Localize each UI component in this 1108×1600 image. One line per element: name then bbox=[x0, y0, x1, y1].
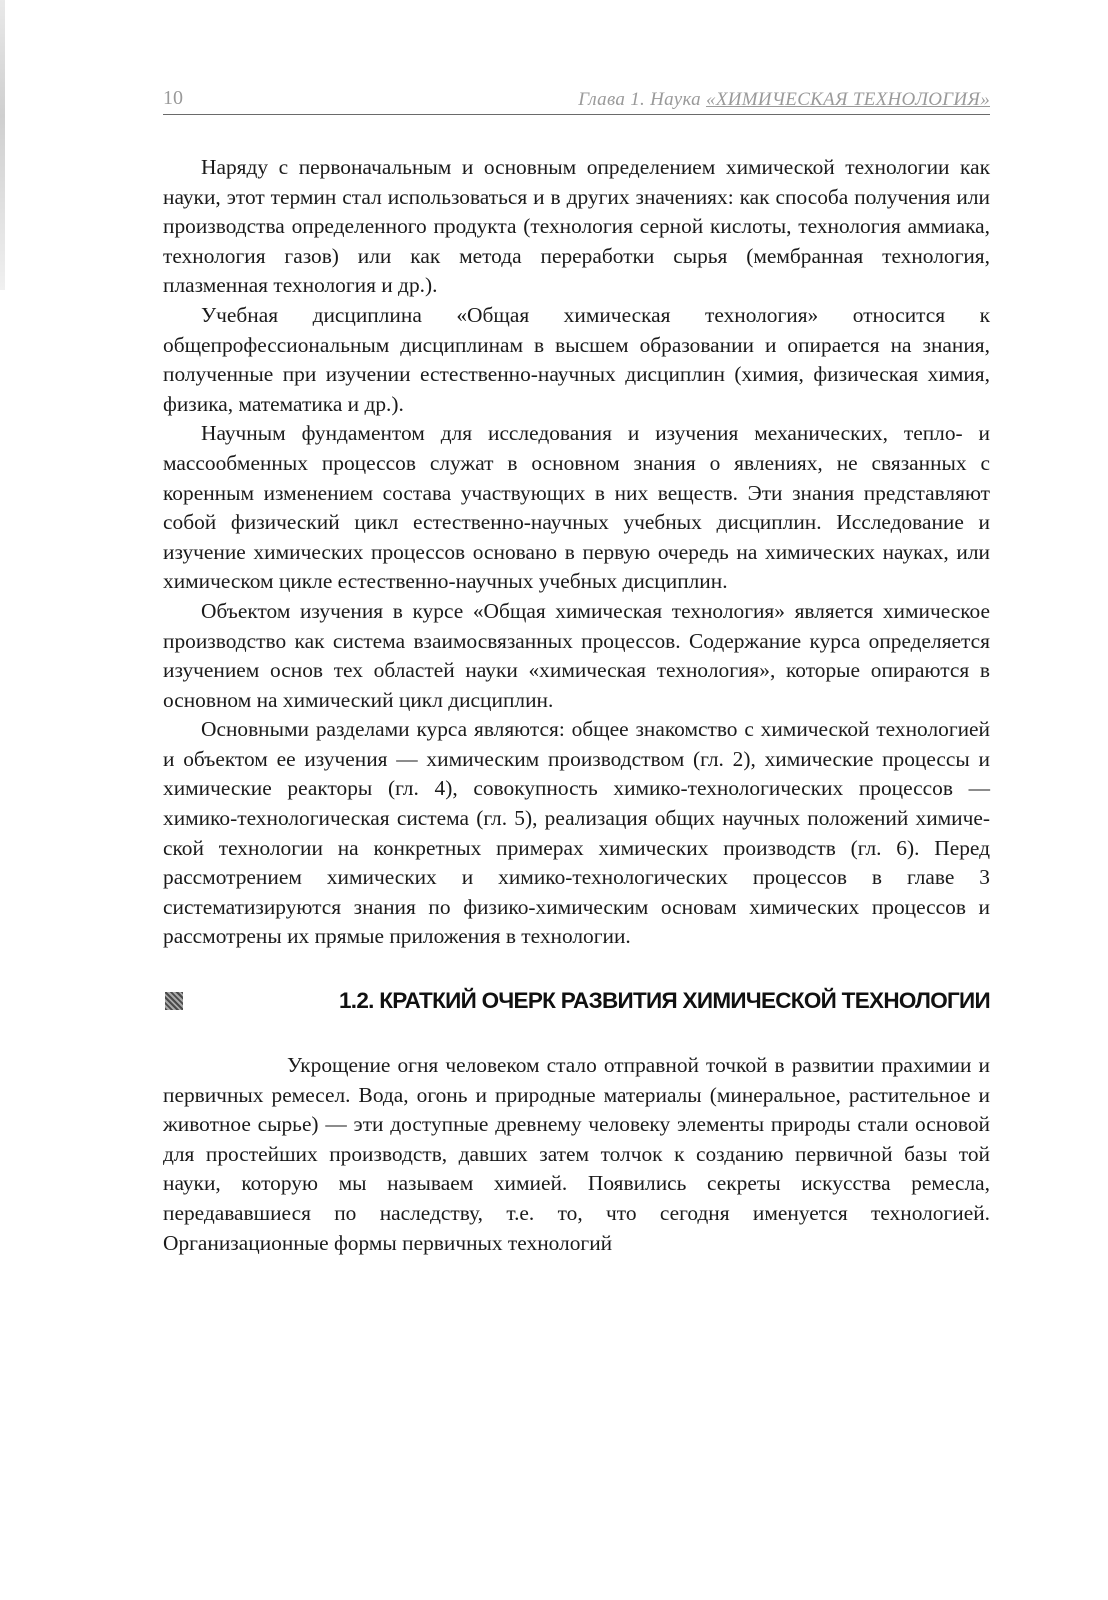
paragraph-1: Наряду с первоначальным и основным определением химической технологии как науки, этот термин стал использоваться и в других значениях: как способа получения или производства определенного продукта (технология серной кислоты, технология аммиака, технология газов) или как метода переработки сырья (мембранная технология, плазменная технология и др.). bbox=[163, 155, 990, 298]
page-number: 10 bbox=[163, 87, 183, 109]
book-page bbox=[163, 84, 990, 1258]
running-head-chapter: Глава 1. Наука bbox=[578, 89, 701, 110]
section-heading bbox=[163, 986, 990, 1016]
paragraph-3: Научным фундаментом для исследования и изучения механических, тепло- и массообменных процессов служат в основном знания о явлениях, не связанных с коренным изменением состава участвующих в них веществ. Эти знания представляют собой физический цикл естественно-научных учебных дисциплин. Исследование и изучение химических процессов основано в первую очередь на химических науках, или химическом цикле естественно-научных учебных дисциплин. bbox=[163, 421, 990, 594]
section-title: 1.2. КРАТКИЙ ОЧЕРК РАЗВИТИЯ ХИМИЧЕСКОЙ ТЕХНОЛОГИИ bbox=[338, 988, 990, 1014]
scan-spine-edge bbox=[0, 0, 5, 290]
body-text bbox=[163, 153, 990, 1258]
running-head-caps: «ХИМИЧЕСКАЯ ТЕХНОЛОГИЯ» bbox=[706, 89, 990, 110]
paragraph-4: Объектом изучения в курсе «Общая химическая технология» является химическое производство как система взаимосвязанных процессов. Содержание курса определяется изучением основ тех областей науки «химическая технология», которые опираются в основном на химический цикл дисциплин. bbox=[163, 598, 990, 712]
section-marker-icon bbox=[165, 992, 183, 1010]
paragraph-2: Учебная дисциплина «Общая химическая технология» относится к общепрофессиональным дисциплинам в высшем образовании и опирается на знания, полученные при изучении естественно-научных дисциплин (химия, физическая химия, физика, математика и др.). bbox=[163, 302, 990, 416]
paragraph-5: Основными разделами курса являются: общее знакомство с химической технологией и объектом ее изучения — химическим производством (гл. 2), химические процессы и химические реакторы (гл. 4), совокупность химико-технологических процессов — химико-технологическая система (гл. 5), реализация общих научных положений химической технологии на конкретных примерах химических производств (гл. 6). Перед рассмотрением химических и химико-технологических процессов в главе 3 систематизируются знания по физико-химическим основам химических процессов и рассмотрены их прямые приложения в технологии. bbox=[163, 717, 990, 949]
section-paragraph-1: Укрощение огня человеком стало отправной точкой в развитии прахимии и первичных ремесел. Вода, огонь и природные материалы (минеральное, растительное и животное сырье) — эти доступные древнему человеку элементы природы стали основой для простейших производств, давших затем толчок к созданию первичной базы той науки, которую мы называем химией. Появились секреты искусства ремесла, передававшиеся по наследству, т.е. то, что сегодня именуется технологией. Организационные формы первичных технологий bbox=[163, 1053, 990, 1255]
running-head-title bbox=[578, 89, 990, 111]
running-head bbox=[163, 84, 990, 115]
